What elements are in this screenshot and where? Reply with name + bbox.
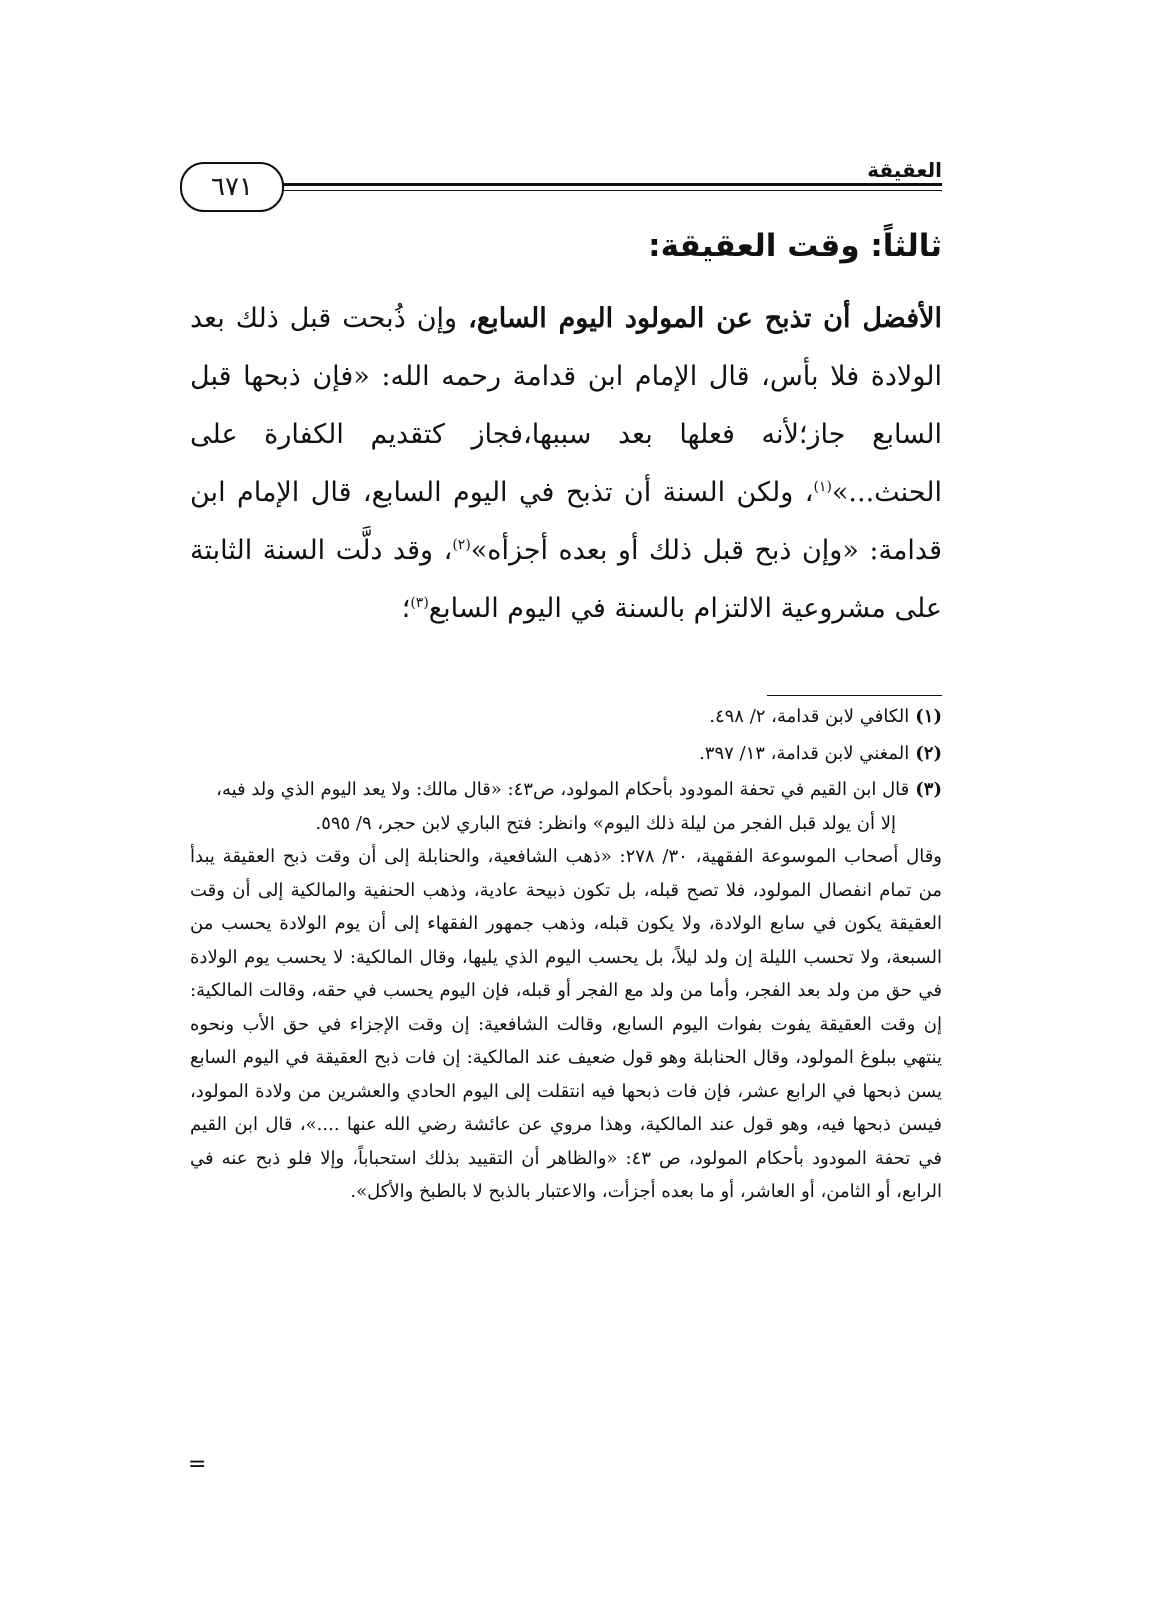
body-segment-2: ، ولكن السنة أن تذبح في اليوم السابع، قال الإمام ابن قدامة: «وإن ذبح قبل ذلك أو بعده أجزأه» [190,477,942,566]
footnote-ref-2[interactable]: (٢) [452,537,471,553]
lead-sentence: الأفضل أن تذبح عن المولود اليوم السابع، [468,303,943,334]
footnote-number: (٣) [915,779,942,800]
footnote-ref-1[interactable]: (١) [813,479,832,495]
main-text [190,290,942,638]
footnote-text: قال ابن القيم في تحفة المودود بأحكام المولود، ص٤٣: «قال مالك: ولا يعد اليوم الذي ولد فيه، [216,779,910,800]
footnote-number: (٢) [915,742,942,764]
footnote-1 [190,700,942,734]
footnote-text: المغني لابن قدامة، ١٣/ ٣٩٧. [699,742,910,764]
footnote-separator [767,695,942,696]
footnote-ref-3[interactable]: (٣) [410,595,429,611]
footnote-3-paragraph: وقال أصحاب الموسوعة الفقهية، ٣٠/ ٢٧٨: «ذهب الشافعية، والحنابلة إلى أن وقت ذبح العقيقة يبدأ من تمام انفصال المولود، فلا تصح قبله، بل تكون ذبيحة عادية، وذهب الحنفية والمالكية إلى أن وقت العقيقة يكون في سابع الولادة، ولا يكون قبله، وذهب جمهور الفقهاء إلى أن يوم الولادة يحسب من السبعة، ولا تحسب الليلة إن ولد ليلاً، بل يحسب اليوم الذي يليها، وقال المالكية: لا يحسب يوم الولادة في حق من ولد بعد الفجر، وأما من ولد مع الفجر أو قبله، فإن اليوم يحسب في حقه، وقالت المالكية: إن وقت العقيقة يفوت بفوات اليوم السابع، وقالت الشافعية: إن وقت الإجزاء في حق الأب ونحوه ينتهي ببلوغ المولود، وقال الحنابلة وهو قول ضعيف عند المالكية: إن فات ذبح العقيقة في اليوم السابع يسن ذبحها في الرابع عشر، فإن فات ذبحها فيه انتقلت إلى اليوم الحادي والعشرين من ولادة المولود، فيسن ذبحها فيه، وهو قول عند المالكية، وهذا مروي عن عائشة رضي الله عنها ....»، قال ابن القيم في تحفة المودود بأحكام المولود، ص ٤٣: «والظاهر أن التقييد بذلك استحباباً، وإلا فلو ذبح عنه في الرابع، أو الثامن، أو العاشر، أو ما بعده أجزأت، والاعتبار بالذبح لا بالطبخ والأكل». [190,846,942,1202]
footnote-number: (١) [915,706,942,727]
footnote-text: الكافي لابن قدامة، ٢/ ٤٩٨. [709,706,910,727]
header-rule-thick [275,183,942,186]
section-heading: ثالثاً: وقت العقيقة: [648,228,942,264]
running-header [180,150,942,210]
footnotes [190,700,942,1209]
body-segment-4: ؛ [401,593,411,624]
footnote-3-continuation: إلا أن يولد قبل الفجر من ليلة ذلك اليوم» وانظر: فتح الباري لابن حجر، ٩/ ٥٩٥. [315,812,896,834]
body-segment-3: ، وقد دلَّت السنة الثابتة على مشروعية الالتزام بالسنة في اليوم السابع [190,535,942,624]
page-number-badge: ٦٧١ [180,162,284,212]
footnote-2 [190,737,942,771]
continuation-mark: = [188,1452,207,1477]
footnote-3 [190,773,942,807]
body-segment-1: وإن ذُبحت قبل ذلك بعد الولادة فلا بأس، قال الإمام ابن قدامة رحمه الله: «فإن ذبحها قبل السابع جاز؛لأنه فعلها بعد سببها،فجاز كتقديم الكفارة على الحنث...» [190,303,942,508]
header-rule-thin [275,190,942,191]
main-paragraph [190,290,942,638]
chapter-title: العقيقة [867,158,942,182]
